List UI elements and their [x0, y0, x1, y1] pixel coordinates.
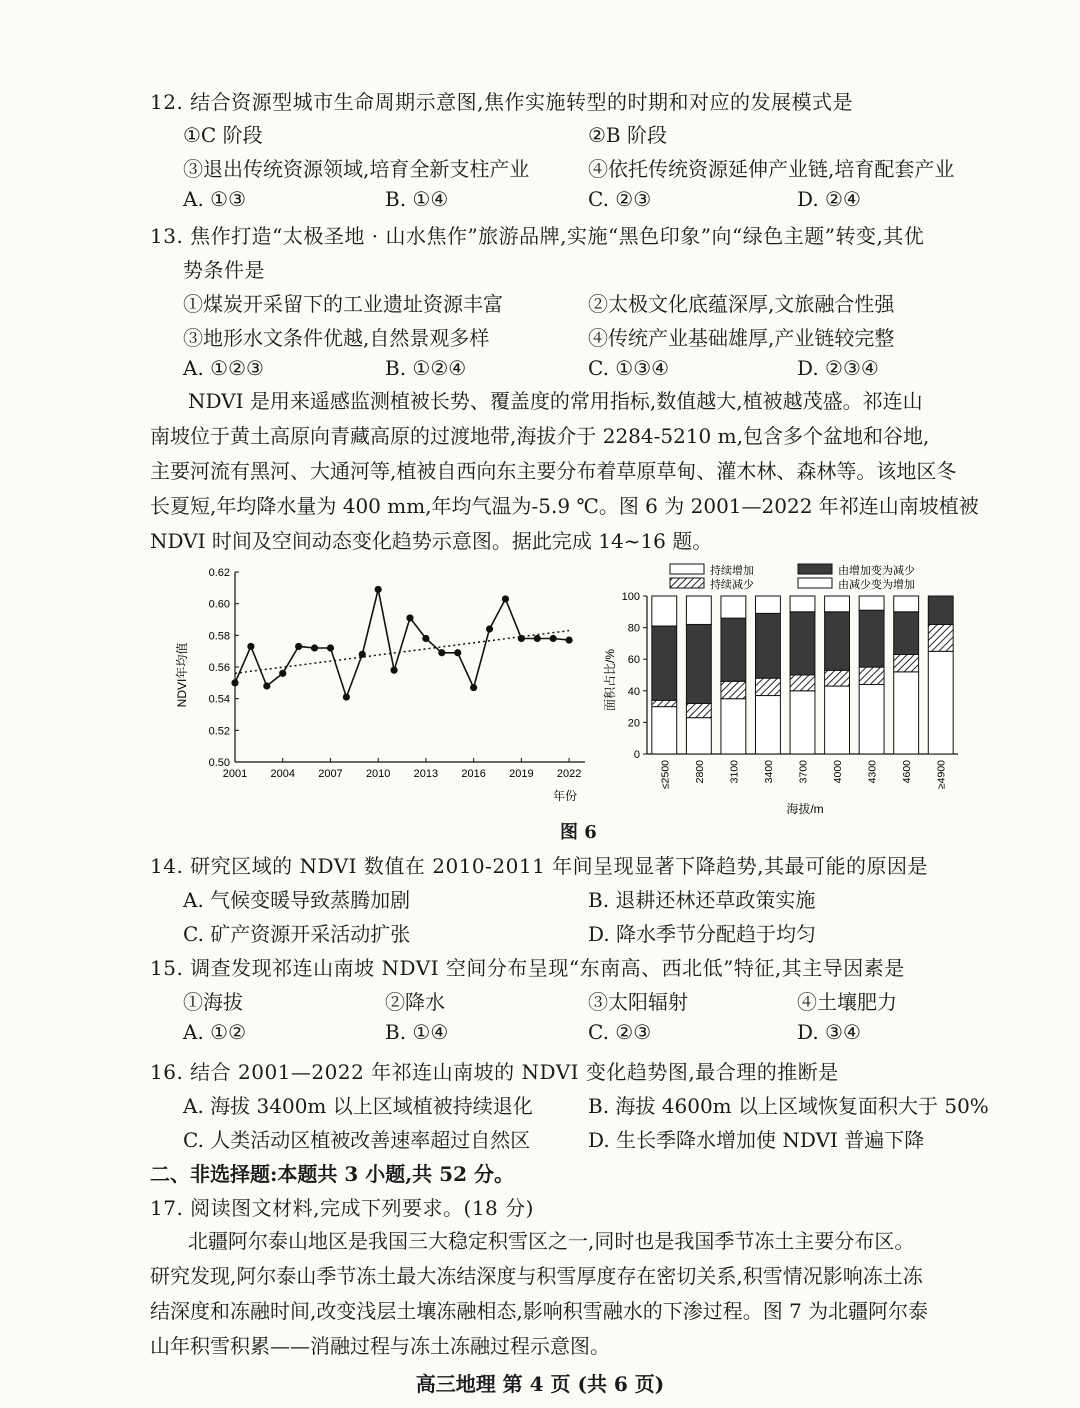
- q12-option-a: A. ①③: [183, 187, 247, 211]
- line-chart-point: [406, 614, 413, 621]
- q12-statement-2: ②B 阶段: [588, 123, 667, 147]
- bar-category-label: 2800: [693, 760, 706, 784]
- q13-option-d: D. ②③④: [797, 356, 879, 380]
- q15-option-a: A. ①②: [183, 1020, 247, 1044]
- q13-stem-line1: 13. 焦作打造“太极圣地 · 山水焦作”旅游品牌,实施“黑色印象”向“绿色主题”转变,其优: [150, 224, 925, 248]
- bar-chart-ytick-label: 60: [627, 654, 640, 667]
- line-chart-point: [247, 643, 254, 650]
- q15-statement-3: ③太阳辐射: [588, 990, 688, 1014]
- q17-passage: [150, 1224, 985, 1364]
- line-chart-point: [565, 636, 572, 643]
- bar-category-label: 4300: [866, 760, 879, 784]
- q17-line-2: 研究发现,阿尔泰山季节冻土最大冻结深度与积雪厚度存在密切关系,积雪情况影响冻土冻: [150, 1264, 923, 1288]
- passage-line-1: NDVI 是用来遥感监测植被长势、覆盖度的常用指标,数值越大,植被越茂盛。祁连山: [188, 389, 923, 413]
- q12-option-b: B. ①④: [385, 187, 449, 211]
- bar-chart-ytick-label: 100: [621, 591, 640, 603]
- line-chart-point: [422, 635, 429, 642]
- bar-segment: [859, 667, 884, 684]
- q15-option-b: B. ①④: [385, 1020, 449, 1044]
- bar-segment: [686, 703, 711, 717]
- line-chart-ytick-label: 0.56: [208, 662, 230, 674]
- bar-category-label: 3100: [728, 760, 741, 784]
- line-chart-point: [470, 684, 477, 691]
- bar-legend-swatch: [670, 564, 704, 574]
- line-chart-point: [534, 635, 541, 642]
- q13-option-c: C. ①③④: [588, 356, 670, 380]
- line-chart-point: [327, 644, 334, 651]
- q17-stem: 17. 阅读图文材料,完成下列要求。(18 分): [150, 1196, 534, 1220]
- bar-segment: [686, 718, 711, 754]
- passage-line-3: 主要河流有黑河、大通河等,植被自西向东主要分布着草原草甸、灌木林、森林等。该地区冬: [150, 459, 957, 483]
- figure-caption: 图 6: [560, 822, 597, 843]
- bar-segment: [790, 612, 815, 675]
- q17-line-1: 北疆阿尔泰山地区是我国三大稳定积雪区之一,同时也是我国季节冻土主要分布区。: [188, 1229, 915, 1253]
- bar-chart-xlabel: 海拔/m: [786, 802, 824, 816]
- bar-segment: [721, 699, 746, 754]
- line-chart-ylabel: NDVI年均值: [175, 642, 189, 708]
- page-footer: 高三地理 第 4 页 (共 6 页): [415, 1372, 665, 1396]
- q12-statement-4: ④依托传统资源延伸产业链,培育配套产业: [588, 157, 955, 181]
- bar-legend-label: 由减少变为增加: [838, 579, 915, 591]
- bar-segment: [928, 651, 953, 754]
- line-chart-xtick-label: 2013: [413, 768, 439, 780]
- bar-segment: [721, 596, 746, 618]
- ndvi-line-chart: [160, 560, 600, 810]
- bar-segment: [756, 678, 781, 695]
- line-chart-ytick-label: 0.58: [208, 630, 230, 643]
- q13-statement-4: ④传统产业基础雄厚,产业链较完整: [588, 326, 895, 350]
- line-chart-point: [263, 682, 270, 689]
- passage-line-4: 长夏短,年均降水量为 400 mm,年均气温为-5.9 ℃。图 6 为 2001—2022 年祁连山南坡植被: [150, 494, 979, 518]
- line-chart-series-line: [235, 589, 569, 697]
- bar-segment: [894, 596, 919, 612]
- line-chart-point: [518, 635, 525, 642]
- bar-legend-label: 持续减少: [710, 579, 754, 591]
- bar-segment: [721, 681, 746, 698]
- bar-legend-swatch: [798, 564, 832, 574]
- line-chart-point: [454, 649, 461, 656]
- line-chart-ytick-label: 0.54: [208, 693, 230, 706]
- bar-segment: [825, 670, 850, 686]
- bar-segment: [825, 596, 850, 612]
- bar-segment: [790, 691, 815, 754]
- line-chart-xtick-label: 2001: [222, 768, 248, 780]
- q15-option-d: D. ③④: [797, 1020, 861, 1044]
- bar-chart-ytick-label: 80: [627, 622, 640, 635]
- line-chart-point: [311, 644, 318, 651]
- q12-option-d: D. ②④: [797, 187, 861, 211]
- q16-option-b: B. 海拔 4600m 以上区域恢复面积大于 50%: [588, 1094, 989, 1118]
- bar-segment: [894, 612, 919, 655]
- bar-legend-swatch: [670, 578, 704, 588]
- line-chart-xtick-label: 2004: [270, 768, 295, 780]
- q13-stem-line2: 势条件是: [183, 258, 265, 282]
- q16-option-d: D. 生长季降水增加使 NDVI 普遍下降: [588, 1128, 925, 1152]
- q14-option-a: A. 气候变暖导致蒸腾加剧: [183, 888, 411, 912]
- bar-category-label: 4000: [832, 760, 845, 784]
- bar-legend-label: 由增加变为减少: [838, 565, 915, 577]
- bar-segment: [652, 707, 677, 754]
- bar-segment: [859, 684, 884, 754]
- line-chart-point: [438, 649, 445, 656]
- line-chart-ytick-label: 0.60: [208, 598, 230, 611]
- bar-segment: [756, 613, 781, 678]
- q17-line-4: 山年积雪积累——消融过程与冻土冻融过程示意图。: [150, 1334, 610, 1358]
- line-chart-point: [343, 693, 350, 700]
- bar-segment: [686, 624, 711, 703]
- bar-segment: [790, 675, 815, 691]
- line-chart-point: [550, 635, 557, 642]
- q17-line-3: 结深度和冻融时间,改变浅层土壤冻融相态,影响积雪融水的下渗过程。图 7 为北疆阿尔泰: [150, 1299, 929, 1323]
- q15-statement-4: ④土壤肥力: [797, 990, 897, 1014]
- line-chart-ytick-label: 0.50: [208, 757, 230, 769]
- q16-option-c: C. 人类活动区植被改善速率超过自然区: [183, 1128, 531, 1152]
- bar-segment: [859, 596, 884, 610]
- bar-chart-ylabel: 面积占比/%: [603, 648, 617, 712]
- q12-stem: 12. 结合资源型城市生命周期示意图,焦作实施转型的时期和对应的发展模式是: [150, 90, 854, 114]
- line-chart-point: [486, 625, 493, 632]
- bar-segment: [721, 618, 746, 681]
- q13-option-a: A. ①②③: [183, 356, 264, 380]
- q12-statement-1: ①C 阶段: [183, 123, 263, 147]
- bar-segment: [686, 596, 711, 624]
- bar-category-label: 4600: [901, 760, 914, 784]
- q15-statement-2: ②降水: [385, 990, 445, 1014]
- line-chart-point: [279, 670, 286, 677]
- q12-option-c: C. ②③: [588, 187, 652, 211]
- line-chart-xtick-label: 2022: [556, 768, 582, 780]
- line-chart-point: [359, 651, 366, 658]
- bar-segment: [825, 612, 850, 670]
- q15-option-c: C. ②③: [588, 1020, 652, 1044]
- section-2-heading: 二、非选择题:本题共 3 小题,共 52 分。: [150, 1162, 514, 1186]
- passage-line-5: NDVI 时间及空间动态变化趋势示意图。据此完成 14~16 题。: [150, 529, 713, 553]
- line-chart-point: [375, 586, 382, 593]
- line-chart-point: [390, 667, 397, 674]
- line-chart-xtick-label: 2007: [318, 768, 343, 780]
- bar-chart-ytick-label: 20: [627, 717, 640, 730]
- q13-statement-3: ③地形水文条件优越,自然景观多样: [183, 326, 490, 350]
- line-chart-xlabel: 年份: [552, 789, 578, 803]
- bar-segment: [790, 596, 815, 612]
- bar-segment: [756, 696, 781, 754]
- q13-option-b: B. ①②④: [385, 356, 467, 380]
- q12-statement-3: ③退出传统资源领域,培育全新支柱产业: [183, 157, 530, 181]
- bar-category-label: 3400: [762, 760, 775, 784]
- q16-stem: 16. 结合 2001—2022 年祁连山南坡的 NDVI 变化趋势图,最合理的推断是: [150, 1060, 839, 1084]
- bar-segment: [652, 700, 677, 706]
- ndvi-passage: [150, 384, 985, 559]
- q16-option-a: A. 海拔 3400m 以上区域植被持续退化: [183, 1094, 533, 1118]
- q13-statement-2: ②太极文化底蕴深厚,文旅融合性强: [588, 292, 895, 316]
- passage-line-2: 南坡位于黄土高原向青藏高原的过渡地带,海拔介于 2284-5210 m,包含多个盆地和谷地,: [150, 424, 930, 448]
- line-chart-xtick-label: 2019: [509, 768, 534, 780]
- line-chart-xtick-label: 2010: [365, 768, 391, 780]
- q14-option-b: B. 退耕还林还草政策实施: [588, 888, 816, 912]
- bar-legend-label: 持续增加: [710, 565, 754, 577]
- bar-segment: [894, 672, 919, 754]
- bar-category-label: 3700: [797, 760, 810, 784]
- elevation-stacked-bar-chart: [600, 558, 980, 820]
- bar-chart-ytick-label: 40: [627, 685, 640, 698]
- bar-segment: [928, 624, 953, 651]
- bar-category-label: ≤2500: [659, 760, 672, 790]
- line-chart-ytick-label: 0.62: [208, 567, 230, 579]
- bar-segment: [859, 610, 884, 667]
- bar-segment: [756, 596, 781, 613]
- line-chart-point: [295, 643, 302, 650]
- line-chart-xtick-label: 2016: [461, 768, 486, 780]
- bar-segment: [928, 596, 953, 624]
- q15-statement-1: ①海拔: [183, 990, 243, 1014]
- q15-stem: 15. 调查发现祁连山南坡 NDVI 空间分布呈现“东南高、西北低”特征,其主导因素是: [150, 956, 905, 980]
- line-chart-ytick-label: 0.52: [208, 725, 230, 738]
- line-chart-point: [502, 595, 509, 602]
- q14-option-d: D. 降水季节分配趋于均匀: [588, 922, 817, 946]
- q13-statement-1: ①煤炭开采留下的工业遗址资源丰富: [183, 292, 503, 316]
- bar-segment: [894, 654, 919, 671]
- line-chart-point: [231, 679, 238, 686]
- q14-stem: 14. 研究区域的 NDVI 数值在 2010-2011 年间呈现显著下降趋势,其最可能的原因是: [150, 854, 929, 878]
- bar-chart-ytick-label: 0: [633, 749, 640, 761]
- bar-segment: [652, 596, 677, 626]
- bar-category-label: ≥4900: [935, 760, 948, 790]
- bar-legend-swatch: [798, 578, 832, 588]
- q14-option-c: C. 矿产资源开采活动扩张: [183, 922, 411, 946]
- bar-segment: [825, 686, 850, 754]
- bar-segment: [652, 626, 677, 700]
